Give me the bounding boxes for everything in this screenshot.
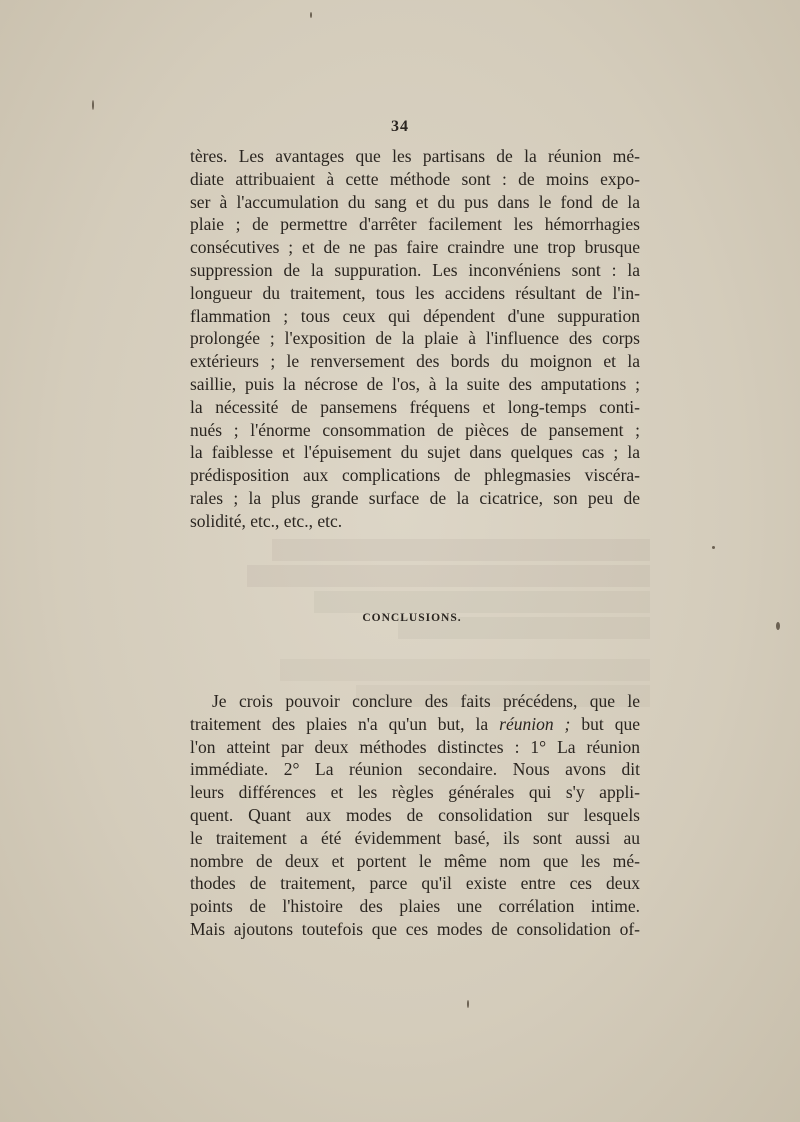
text-line: points de l'histoire des plaies une corrélation intime.: [190, 896, 640, 917]
section-heading: CONCLUSIONS.: [362, 612, 462, 624]
text-line: solidité, etc., etc., etc.: [190, 510, 343, 531]
text-line: la nécessité de pansemens fréquens et long-temps conti-: [190, 396, 640, 417]
text-line: suppression de la suppuration. Les inconvéniens sont : la: [190, 259, 640, 280]
text-line: diate attribuaient à cette méthode sont : de moins expo-: [190, 168, 640, 189]
text-line: le traitement a été évidemment basé, ils sont aussi au: [190, 827, 640, 848]
text-line: consécutives ; et de ne pas faire craindre une trop brusque: [190, 237, 640, 258]
text-line: nués ; l'énorme consommation de pièces de pansement ;: [190, 419, 640, 440]
text-line: immédiate. 2° La réunion secondaire. Nous avons dit: [190, 759, 640, 780]
text-line: thodes de traitement, parce qu'il existe entre ces deux: [190, 873, 640, 894]
text-line: saillie, puis la nécrose de l'os, à la suite des amputations ;: [190, 373, 640, 394]
text-line: quent. Quant aux modes de consolidation sur lesquels: [190, 804, 640, 825]
paragraph-1: [190, 145, 640, 533]
italic-term: réunion ;: [499, 713, 571, 734]
text-line: rales ; la plus grande surface de la cicatrice, son peu de: [190, 487, 640, 508]
paper-speck: [712, 546, 715, 549]
text-line: nombre de deux et portent le même nom que les mé-: [190, 850, 640, 871]
text-line: Mais ajoutons toutefois que ces modes de consolidation of-: [190, 918, 640, 939]
text-line: tères. Les avantages que les partisans de la réunion mé-: [190, 146, 640, 166]
text-line: l'on atteint par deux méthodes distinctes : 1° La réunion: [190, 736, 640, 757]
text-run: traitement des plaies n'a qu'un but, la: [190, 713, 500, 734]
paper-speck: [92, 100, 94, 110]
text-line: leurs différences et les règles générales qui s'y appli-: [190, 782, 640, 803]
paper-speck: [310, 12, 312, 18]
text-line: longueur du traitement, tous les accidens résultant de l'in-: [190, 282, 640, 303]
text-line: extérieurs ; le renversement des bords du moignon et la: [190, 351, 640, 372]
paragraph-2: [190, 690, 640, 941]
text-line: flammation ; tous ceux qui dépendent d'une suppuration: [190, 305, 640, 326]
text-line: plaie ; de permettre d'arrêter facilement les hémorrhagies: [190, 214, 640, 235]
paper-speck: [467, 1000, 469, 1008]
page-number: 34: [391, 118, 409, 135]
text-line: [190, 713, 640, 736]
text-line: ser à l'accumulation du sang et du pus dans le fond de la: [190, 191, 640, 212]
text-line: Je crois pouvoir conclure des faits précédens, que le: [212, 691, 640, 711]
text-line: prolongée ; l'exposition de la plaie à l'influence des corps: [190, 328, 640, 349]
text-run: but que: [570, 713, 640, 734]
text-line: prédisposition aux complications de phlegmasies viscéra-: [190, 465, 640, 486]
text-line: la faiblesse et l'épuisement du sujet dans quelques cas ; la: [190, 442, 640, 463]
